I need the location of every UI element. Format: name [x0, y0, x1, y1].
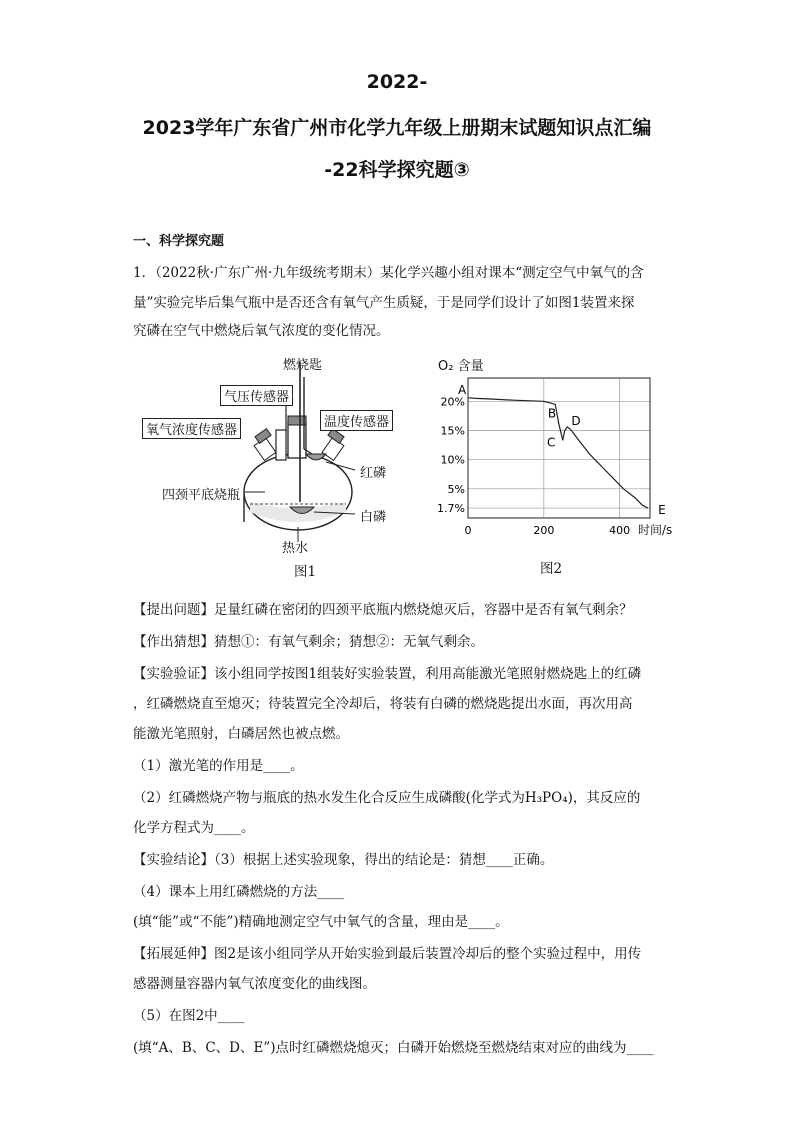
- title-line-3: -22科学探究题③: [324, 159, 470, 181]
- question-line: (填“A、B、C、D、E”)点时红磷燃烧熄灭；白磷开始燃烧至燃烧结束对应的曲线为____: [133, 1040, 654, 1056]
- figure-1: [140, 352, 430, 582]
- y-tick-labels: [437, 395, 465, 515]
- flask-label: 四颈平底烧瓶: [162, 488, 241, 503]
- point-label-a: A: [458, 382, 467, 397]
- x-axis-label: 时间/s: [638, 523, 673, 537]
- y-tick-label: 10%: [440, 453, 465, 467]
- question-line: ，红磷燃烧直至熄灭；待装置完全冷却后，将装有白磷的燃烧匙提出水面，再次用高: [133, 696, 633, 712]
- oxygen-chart: [430, 352, 690, 552]
- title-line-2: 2023学年广东省广州市化学九年级上册期末试题知识点汇编: [142, 117, 652, 139]
- paragraph-line: 量”实验完毕后集气瓶中是否还含有氧气产生质疑，于是同学们设计了如图1装置来探: [133, 295, 635, 311]
- figure-2-caption: 图2: [540, 561, 563, 577]
- pressure-sensor-label: 气压传感器: [220, 385, 293, 406]
- paragraph-line: 究磷在空气中燃烧后氧气浓度的变化情况。: [133, 323, 390, 339]
- x-tick-label: 0: [464, 524, 472, 537]
- question-line: （2）红磷燃烧产物与瓶底的热水发生化合反应生成磷酸(化学式为H₃PO₄)，其反应的: [133, 790, 641, 806]
- question-line: （4）课本上用红磷燃烧的方法____: [133, 884, 345, 900]
- oxygen-sensor-label: 氧气浓度传感器: [142, 418, 241, 439]
- question-line: 【拓展延伸】图2是该小组同学从开始实验到最后装置冷却后的整个实验过程中，用传: [133, 946, 642, 962]
- question-line: 能激光笔照射，白磷居然也被点燃。: [133, 726, 349, 742]
- x-tick-label: 400: [609, 524, 631, 537]
- section-heading: 一、科学探究题: [133, 234, 225, 249]
- question-line: 【作出猜想】猜想①：有氧气剩余；猜想②：无氧气剩余。: [133, 634, 484, 650]
- question-line: (填“能”或“不能”)精确地测定空气中氧气的含量，理由是____。: [133, 914, 509, 930]
- question-line: 【提出问题】足量红磷在密闭的四颈平底瓶内燃烧熄灭后，容器中是否有氧气剩余？: [133, 602, 633, 618]
- point-label-e: E: [658, 503, 666, 518]
- y-tick-label: 15%: [440, 424, 465, 438]
- y-tick-label: 1.7%: [437, 502, 465, 516]
- paragraph-line: 1．（2022秋·广东广州·九年级统考期末）某化学兴趣小组对课本“测定空气中氧气的含: [133, 265, 644, 281]
- x-tick-label: 200: [533, 524, 555, 537]
- red-phosphorus-label: 红磷: [360, 466, 387, 481]
- spoon-label: 燃烧匙: [283, 358, 323, 373]
- x-tick-labels: [465, 524, 631, 537]
- question-line: 化学方程式为____。: [133, 820, 255, 836]
- question-line: 感器测量容器内氧气浓度变化的曲线图。: [133, 976, 376, 992]
- hot-water-label: 热水: [282, 541, 309, 556]
- oxygen-curve: [468, 398, 648, 508]
- point-label-c: C: [547, 435, 556, 450]
- point-label-d: D: [571, 414, 581, 428]
- title-line-1: 2022-: [366, 71, 428, 93]
- question-line: （1）激光笔的作用是____。: [133, 758, 304, 774]
- y-tick-label: 5%: [447, 482, 465, 496]
- temperature-sensor-label: 温度传感器: [320, 410, 393, 431]
- question-line: （5）在图2中____: [133, 1008, 245, 1024]
- point-label-b: B: [547, 406, 557, 421]
- question-line: 【实验结论】（3）根据上述实验现象，得出的结论是：猜想____正确。: [133, 852, 554, 868]
- white-phosphorus-label: 白磷: [360, 510, 387, 525]
- y-axis-label: O₂ 含量: [438, 359, 484, 374]
- question-line: 【实验验证】该小组同学按图1组装好实验装置，利用高能激光笔照射燃烧匙上的红磷: [133, 666, 642, 682]
- y-tick-label: 20%: [440, 395, 465, 409]
- figure-1-caption: 图1: [294, 564, 317, 580]
